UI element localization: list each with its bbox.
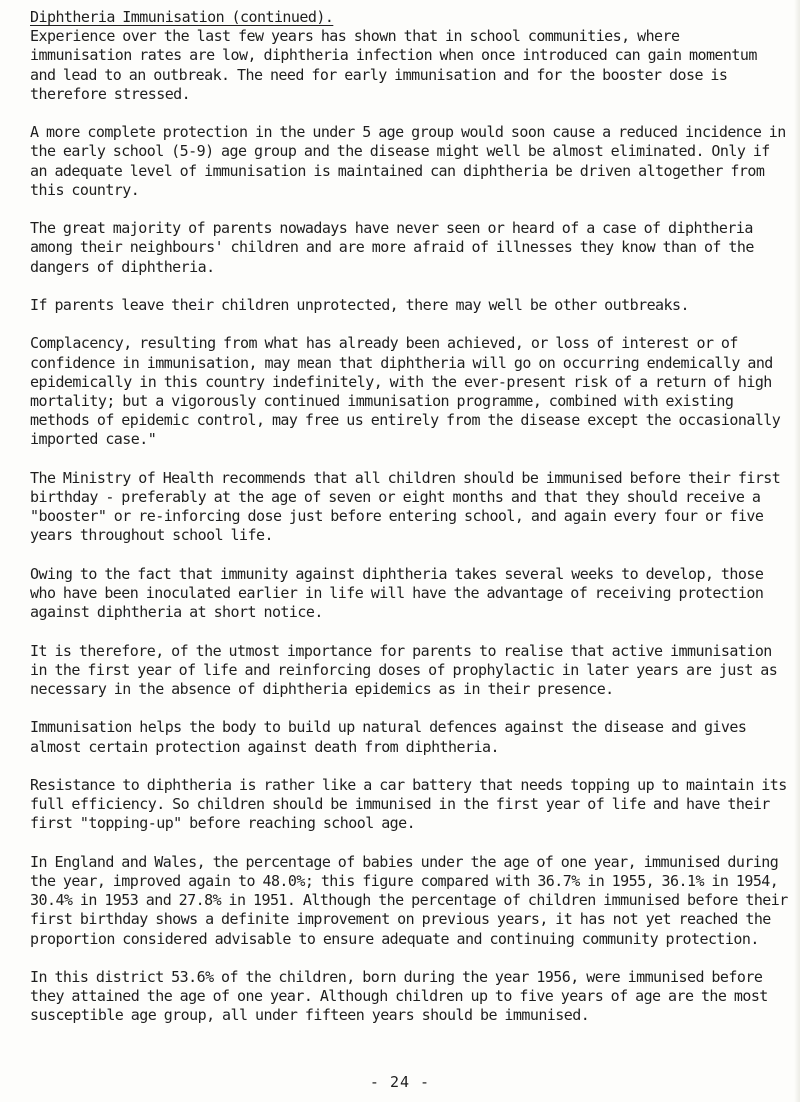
paragraph-natural-defences: Immunisation helps the body to build up natural defences against the disease and gives almost certain protection against death from diphtheria. — [30, 718, 747, 756]
page-edge-shadow — [794, 0, 800, 1102]
section-heading: Diphtheria Immunisation (continued). — [30, 8, 334, 26]
paragraph-early-immunisation: Experience over the last few years has shown that in school communities, where immunisation rates are low, diphtheria infection when once introduced can gain momentum and lead to an outbreak. The need for early immunisation and for the booster dose is therefore stressed. — [30, 27, 757, 103]
paragraph-immunity-development: Owing to the fact that immunity against diphtheria takes several weeks to develop, those who have been inoculated earlier in life will have the advantage of receiving protection against diphtheria at short notice. — [30, 564, 764, 622]
paragraph-parents-awareness: The great majority of parents nowadays have never seen or heard of a case of diphtheria among their neighbours' children and are more afraid of illnesses they know than of the dangers of diphtheria. — [30, 219, 754, 276]
paragraph-district-statistics: In this district 53.6% of the children, born during the year 1956, were immunised before they attained the age of one year. Although children up to five years of age are the most susceptible age group, all under fifteen years should be immunised. — [30, 967, 768, 1025]
paragraph-complacency-quote: Complacency, resulting from what has already been achieved, or loss of interest or of confidence in immunisation, may mean that diphtheria will go on occurring endemically and epidemically in this country indefinitely, with the ever-present risk of a return of high mortality; but a vigorously continued immunisation programme, combined with existing methods of epidemic control, may free us entirely from the disease except the occasionally imported case." — [30, 334, 781, 449]
paragraph-under-five-protection: A more complete protection in the under 5 age group would soon cause a reduced incidence in the early school (5-9) age group and the disease might well be almost eliminated. Only if an adequate level of immunisation is maintained can diphtheria be driven altogether from this country. — [30, 123, 786, 199]
document-body — [30, 8, 788, 1045]
paragraph-car-battery-analogy: Resistance to diphtheria is rather like a car battery that needs topping up to maintain its full efficiency. So children should be immunised in the first year of life and have their first "topping-up" before reaching school age. — [30, 775, 787, 833]
paragraph-utmost-importance: It is therefore, of the utmost importance for parents to realise that active immunisation in the first year of life and reinforcing doses of prophylactic in later years are just as necessary in the absence of diphtheria epidemics as in their presence. — [30, 641, 778, 698]
paragraph-unprotected-outbreaks: If parents leave their children unprotected, there may well be other outbreaks. — [30, 296, 689, 314]
paragraph-ministry-recommendation: The Ministry of Health recommends that all children should be immunised before their first birthday - preferably at the age of seven or eight months and that they should receive a "booster" or re-inforcing dose just before entering school, and again every four or five years throughout school life. — [30, 468, 781, 545]
page-number: - 24 - — [369, 1073, 431, 1091]
paragraph-england-wales-statistics: In England and Wales, the percentage of babies under the age of one year, immunised during the year, improved again to 48.0%; this figure compared with 36.7% in 1955, 36.1% in 1954, 30.4% in 1953 and 27.8% in 1951. Although the percentage of children immunised before their first birthday shows a definite improvement on previous years, it has not yet reached the proportion considered advisable to ensure adequate and continuing community protection. — [30, 852, 788, 948]
